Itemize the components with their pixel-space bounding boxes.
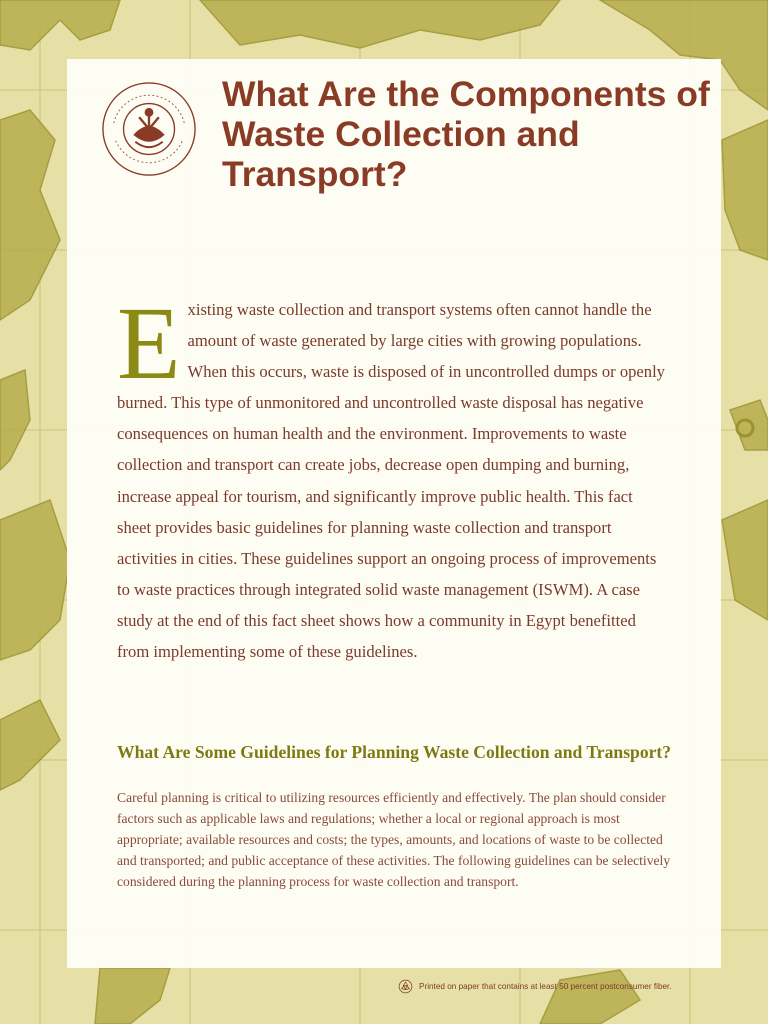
intro-text: xisting waste collection and transport systems often cannot handle the amount of waste generated by large cities with growing populations. When this occurs, waste is disposed of in uncontrolled dumps or openly burned. This type of unmonitored and uncontrolled waste disposal has negative consequences on human health and the environment. Improvements to waste collection and transport can create jobs, decrease open dumping and burning, increase appeal for tourism, and significantly improve public health. This fact sheet provides basic guidelines for planning waste collection and transport activities in cities. These guidelines support an ongoing process of improvements to waste practices through integrated solid waste management (ISWM). A case study at the end of this fact sheet shows how a community in Egypt benefitted from implementing some of these guidelines. — [117, 300, 665, 662]
footer-text: Printed on paper that contains at least 50 percent postconsumer fiber. — [419, 981, 672, 991]
drop-cap: E — [117, 286, 181, 401]
recycle-icon — [398, 979, 413, 994]
section-body: Careful planning is critical to utilizing resources efficiently and effectively. The plan should consider factors such as applicable laws and regulations; whether a local or regional approach is most appropriate; available resources and costs; the types, amounts, and locations of waste to be collected and transported; and public acceptance of these activities. The following guidelines can be selectively considered during the planning process for waste collection and transport. — [117, 790, 671, 889]
epa-seal-icon — [100, 80, 198, 178]
footer-note — [398, 978, 672, 994]
section-heading: What Are Some Guidelines for Planning Waste Collection and Transport? — [117, 742, 672, 762]
intro-paragraph — [117, 286, 665, 667]
page-title: What Are the Components of Waste Collection and Transport? — [222, 74, 710, 194]
